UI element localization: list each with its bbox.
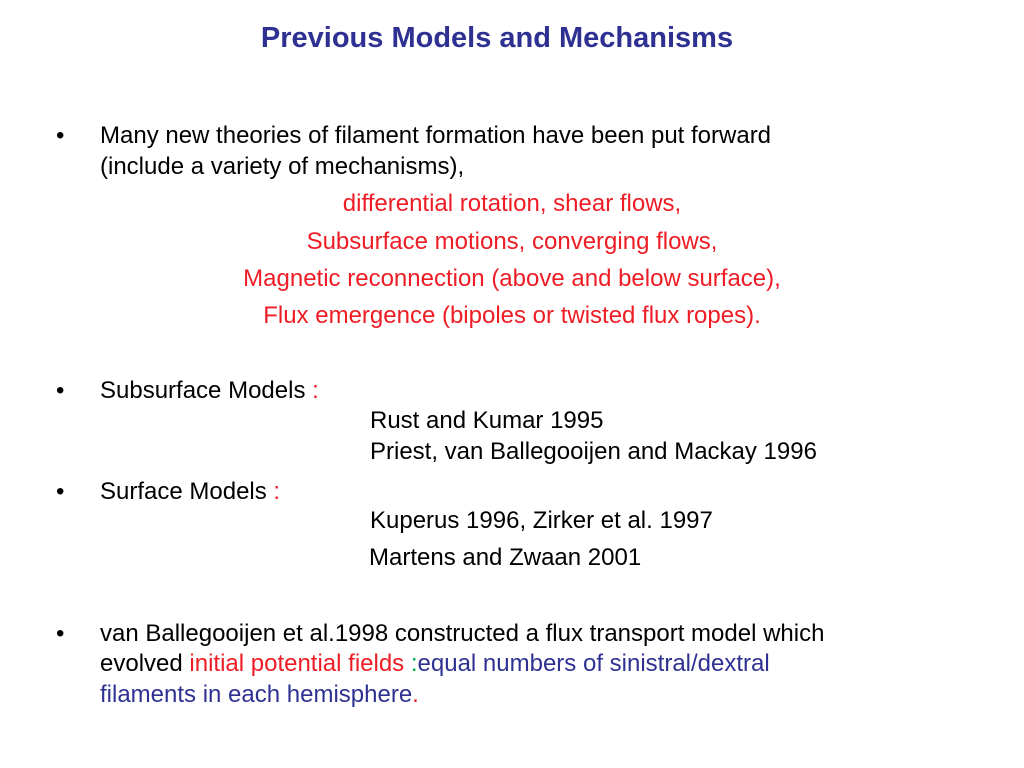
- theories-line-2: (include a variety of mechanisms),: [100, 153, 465, 180]
- subsurface-heading: [100, 375, 319, 407]
- surface-ref: Martens and Zwaan 2001: [369, 544, 642, 571]
- bullet-icon: •: [56, 377, 65, 404]
- mechanism-item: differential rotation, shear flows,: [342, 190, 682, 217]
- mechanism-item: Magnetic reconnection (above and below surface),: [243, 265, 781, 292]
- subsurface-colon: :: [312, 377, 319, 404]
- bullet-icon: •: [56, 478, 65, 505]
- mechanism-item: Subsurface motions, converging flows,: [306, 228, 718, 255]
- page-title: Previous Models and Mechanisms: [260, 22, 734, 54]
- equal-numbers-text: equal numbers of sinistral/dextral: [417, 650, 770, 677]
- initial-potential-fields: initial potential fields: [189, 650, 411, 677]
- flux-transport-line-3: [100, 679, 419, 711]
- surface-heading: [100, 476, 280, 508]
- subsurface-label: Subsurface Models: [100, 377, 313, 404]
- flux-transport-line-2: [100, 648, 770, 680]
- subsurface-ref: Rust and Kumar 1995: [370, 407, 604, 434]
- bullet-icon: •: [56, 620, 65, 647]
- flux-transport-line-1: van Ballegooijen et al.1998 constructed a flux transport model which: [100, 620, 825, 647]
- hemisphere-period: .: [412, 681, 419, 708]
- subsurface-ref: Priest, van Ballegooijen and Mackay 1996: [370, 438, 817, 465]
- flux-transport-colon: :: [410, 650, 418, 677]
- surface-ref: Kuperus 1996, Zirker et al. 1997: [370, 507, 713, 534]
- hemisphere-text: filaments in each hemisphere: [100, 681, 413, 708]
- surface-colon: :: [273, 478, 281, 505]
- theories-line-1: Many new theories of filament formation have been put forward: [100, 122, 772, 149]
- surface-label: Surface Models: [100, 478, 274, 505]
- bullet-icon: •: [56, 122, 65, 149]
- flux-transport-prefix: evolved: [100, 650, 190, 677]
- mechanism-item: Flux emergence (bipoles or twisted flux ropes).: [263, 302, 761, 329]
